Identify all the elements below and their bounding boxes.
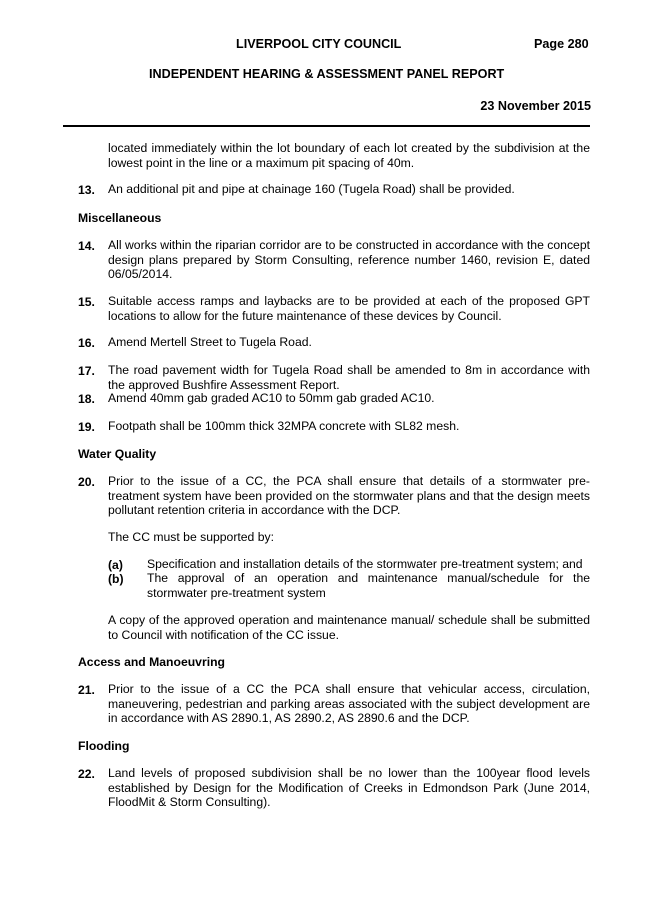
item-text: Suitable access ramps and laybacks are to be provided at each of the proposed GPT locations to allow for the future maintenance of these devices by Council. <box>108 294 590 323</box>
report-title: INDEPENDENT HEARING & ASSESSMENT PANEL REPORT <box>149 67 505 81</box>
item-text: Amend Mertell Street to Tugela Road. <box>108 335 312 349</box>
item-number: 19. <box>78 420 95 434</box>
item-text: Footpath shall be 100mm thick 32MPA concrete with SL82 mesh. <box>108 419 460 433</box>
item-number: 17. <box>78 364 95 378</box>
item-number: 22. <box>78 767 95 781</box>
subitem-text: Specification and installation details of the stormwater pre-treatment system; and <box>147 557 583 571</box>
section-heading-flooding: Flooding <box>78 739 130 753</box>
section-heading-miscellaneous: Miscellaneous <box>78 211 162 225</box>
item-number: 15. <box>78 295 95 309</box>
item-number: 13. <box>78 183 95 197</box>
item-text: All works within the riparian corridor are to be constructed in accordance with the concept design plans prepared by Storm Consulting, reference number 1460, revision E, dated 06/05/2014. <box>108 238 590 281</box>
item-number: 20. <box>78 475 95 489</box>
item-number: 16. <box>78 336 95 350</box>
report-date: 23 November 2015 <box>480 99 591 113</box>
item-text: The road pavement width for Tugela Road shall be amended to 8m in accordance with the approved Bushfire Assessment Report. <box>108 363 590 392</box>
section-heading-access: Access and Manoeuvring <box>78 655 225 669</box>
copy-requirement: A copy of the approved operation and maintenance manual/ schedule shall be submitted to Council with notification of the CC issue. <box>108 613 590 642</box>
subitem-label: (b) <box>108 572 124 586</box>
page-number: Page 280 <box>534 37 589 51</box>
continuation-text: located immediately within the lot boundary of each lot created by the subdivision at the lowest point in the line or a maximum pit spacing of 40m. <box>108 141 590 170</box>
item-number: 21. <box>78 683 95 697</box>
section-heading-water-quality: Water Quality <box>78 447 157 461</box>
item-text: Amend 40mm gab graded AC10 to 50mm gab graded AC10. <box>108 391 435 405</box>
header-divider <box>63 125 590 127</box>
item-number: 18. <box>78 392 95 406</box>
support-intro: The CC must be supported by: <box>108 530 274 544</box>
item-text: Prior to the issue of a CC the PCA shall ensure that vehicular access, circulation, maneuvering, pedestrian and parking areas associated with the subject development are in accordance with AS 2890.1, AS 2890.2, AS 2890.6 and the DCP. <box>108 682 590 725</box>
subitem-text: The approval of an operation and maintenance manual/schedule for the stormwater pre-treatment system <box>147 571 590 600</box>
item-text: Prior to the issue of a CC, the PCA shall ensure that details of a stormwater pre-treatment system have been provided on the stormwater plans and that the design meets pollutant retention criteria in accordance with the DCP. <box>108 474 590 517</box>
council-name: LIVERPOOL CITY COUNCIL <box>236 37 402 51</box>
item-number: 14. <box>78 239 95 253</box>
subitem-label: (a) <box>108 558 123 572</box>
item-text: Land levels of proposed subdivision shall be no lower than the 100year flood levels established by Design for the Modification of Creeks in Edmondson Park (June 2014, FloodMit & Storm Consulting). <box>108 766 590 809</box>
item-text: An additional pit and pipe at chainage 160 (Tugela Road) shall be provided. <box>108 182 515 196</box>
